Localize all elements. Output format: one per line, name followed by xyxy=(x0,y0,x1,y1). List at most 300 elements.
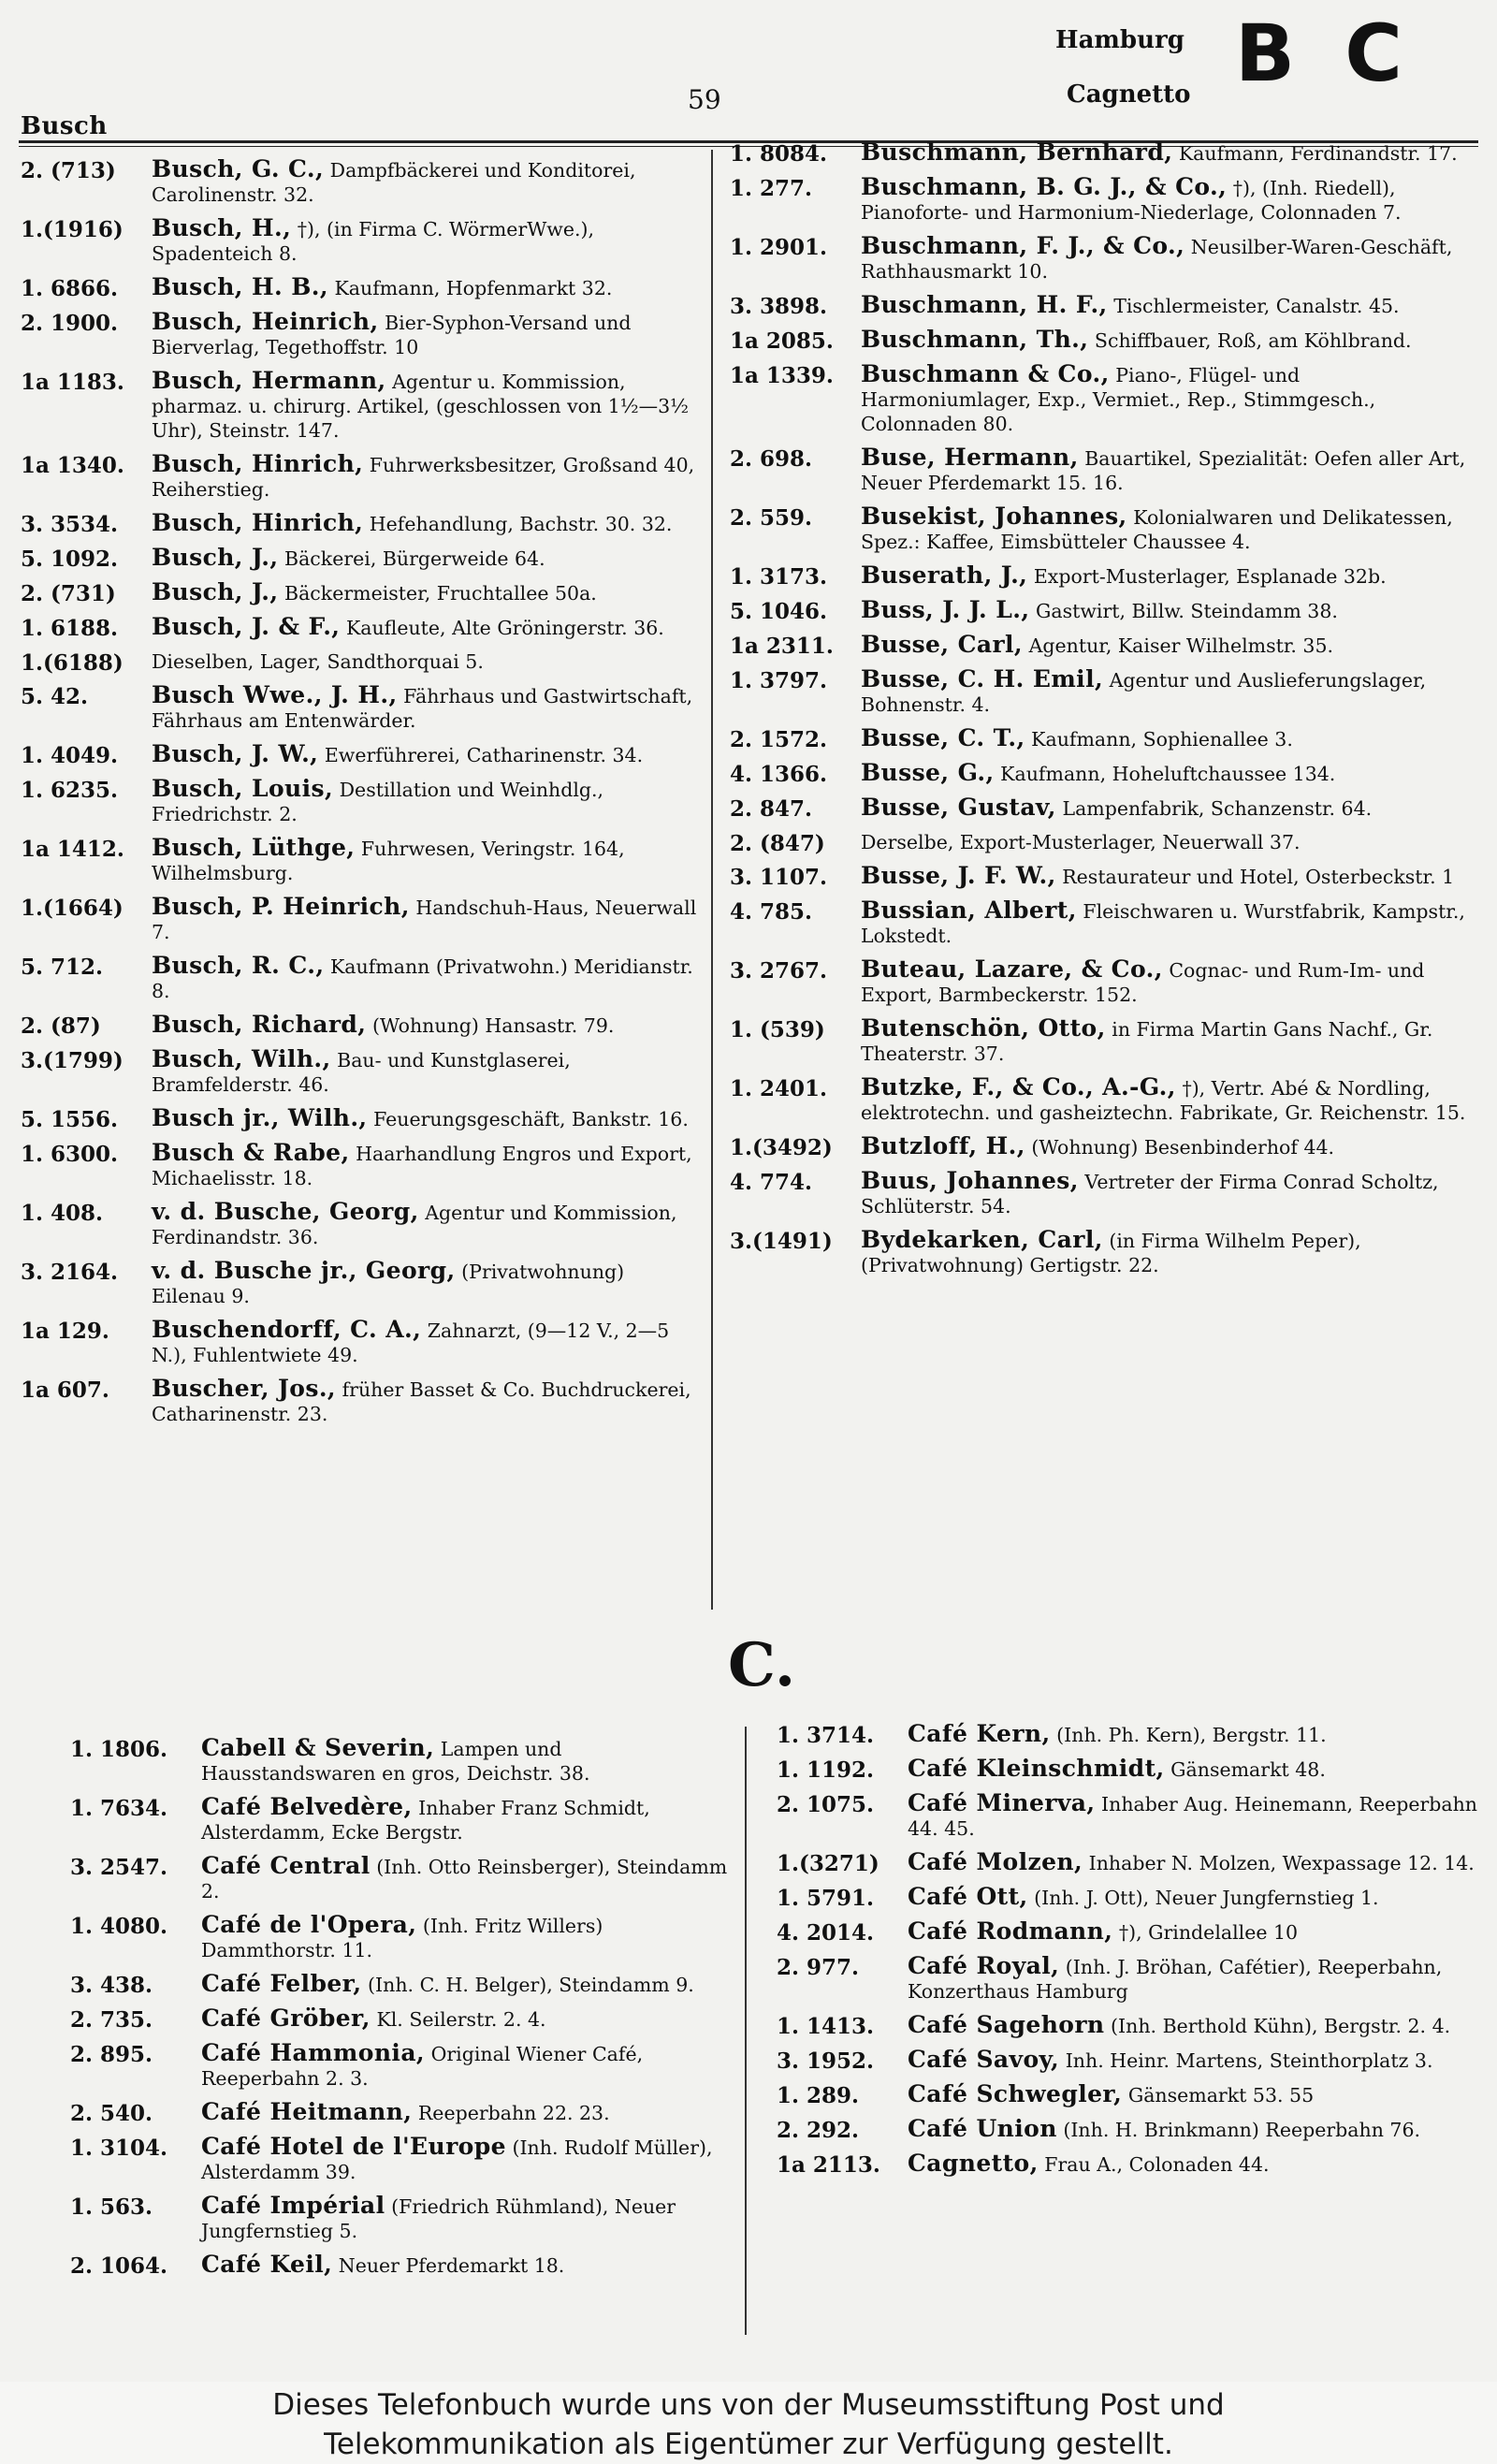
phone-number: 2. (731) xyxy=(21,581,116,606)
listing-name: Café Keil, xyxy=(201,2251,333,2278)
phone-number: 2. (713) xyxy=(21,158,116,183)
listing-name: Café Central xyxy=(201,1852,371,1879)
listing-details: Inhaber Aug. Heinemann, Reeperbahn 44. 45. xyxy=(908,1793,1478,1840)
listing-entry xyxy=(777,1722,1478,1747)
listing-details: Ewerführerei, Catharinenstr. 34. xyxy=(324,744,644,766)
phone-number: 1.(1664) xyxy=(21,896,124,921)
listing-details: Vertreter der Firma Conrad Scholtz, Schlüterstr. 54. xyxy=(861,1171,1439,1217)
phone-number: 2. 1572. xyxy=(730,727,828,752)
listing-details: (Inh. Rudolf Müller), Alsterdamm 39. xyxy=(201,2136,713,2183)
listing-entry xyxy=(730,140,1469,166)
phone-number: 1.(1916) xyxy=(21,217,124,242)
listing-entry xyxy=(21,777,702,826)
listing-details: Fährhaus und Gastwirtschaft, Fährhaus am Entenwärder. xyxy=(152,685,693,732)
listing-entry xyxy=(730,1134,1469,1159)
listing-entry xyxy=(730,598,1469,623)
listing-entry xyxy=(21,369,702,443)
listing-name: Buschmann, H. F., xyxy=(861,291,1108,318)
listing-details: Zahnarzt, (9—12 V., 2—5 N.), Fuhlentwiete 49. xyxy=(152,1319,670,1366)
listing-details: Kaufmann (Privatwohn.) Meridianstr. 8. xyxy=(152,955,693,1002)
listing-entry xyxy=(730,563,1469,589)
listing-details: Kaufmann, Ferdinandstr. 17. xyxy=(1178,142,1458,165)
listing-name: Butzke, F., & Co., A.-G., xyxy=(861,1073,1176,1101)
listing-entry xyxy=(70,1913,734,1962)
listing-entry xyxy=(730,293,1469,318)
listing-entry xyxy=(70,2100,734,2125)
phone-number: 1. 289. xyxy=(777,2083,860,2108)
phone-number: 1. 563. xyxy=(70,2194,153,2220)
phone-number: 3. 2547. xyxy=(70,1855,168,1880)
phone-number: 1. 2901. xyxy=(730,235,828,260)
listing-details: Inh. Heinr. Martens, Steinthorplatz 3. xyxy=(1065,2049,1433,2072)
listing-details: Export-Musterlager, Esplanade 32b. xyxy=(1033,565,1387,588)
listing-entry xyxy=(70,1795,734,1844)
listing-name: v. d. Busche, Georg, xyxy=(152,1198,419,1225)
listing-name: Busch & Rabe, xyxy=(152,1139,350,1166)
listing-name: Café Felber, xyxy=(201,1970,362,1997)
listing-entry xyxy=(21,275,702,300)
listing-name: Busch, H. B., xyxy=(152,273,328,300)
listing-details: Agentur und Auslieferungslager, Bohnenstr. 4. xyxy=(861,669,1427,716)
listing-entry xyxy=(70,2135,734,2184)
listing-entry xyxy=(21,452,702,502)
listing-details: Tischlermeister, Canalstr. 45. xyxy=(1113,295,1400,317)
listing-name: Café Gröber, xyxy=(201,2005,371,2032)
phone-number: 1. 1413. xyxy=(777,2014,875,2039)
phone-number: 1. 2401. xyxy=(730,1076,828,1101)
index-letters: B C xyxy=(1235,7,1414,99)
listing-name: Busse, C. T., xyxy=(861,724,1025,751)
listing-entry xyxy=(21,1200,702,1249)
listing-entry xyxy=(777,2013,1478,2038)
footer-credit xyxy=(0,2382,1497,2464)
listing-details: †), Vertr. Abé & Nordling, elektrotechn. und gasheiztechn. Fabrikate, Gr. Reichenstr. 15. xyxy=(861,1077,1466,1124)
listing-name: Buse, Hermann, xyxy=(861,444,1079,471)
column-2 xyxy=(730,140,1469,1287)
listing-name: Buschmann, B. G. J., & Co., xyxy=(861,173,1228,200)
phone-number: 3. 438. xyxy=(70,1973,153,1998)
listing-name: Busch, G. C., xyxy=(152,155,325,182)
listing-details: Kaufmann, Sophienallee 3. xyxy=(1031,728,1293,751)
phone-number: 1a 2085. xyxy=(730,328,834,354)
listing-name: Café Impérial xyxy=(201,2192,385,2219)
listing-entry xyxy=(70,1854,734,1903)
listing-name: Busch Wwe., J. H., xyxy=(152,681,398,708)
phone-number: 2. 977. xyxy=(777,1955,860,1980)
phone-number: 5. 1046. xyxy=(730,599,828,624)
listing-entry xyxy=(777,2048,1478,2073)
listing-details: Neusilber-Waren-Geschäft, Rathhausmarkt 10. xyxy=(861,236,1453,283)
listing-details: (Wohnung) Hansastr. 79. xyxy=(371,1014,615,1037)
listing-entry xyxy=(70,1736,734,1786)
phone-number: 2. 847. xyxy=(730,796,813,822)
phone-number: 1a 1412. xyxy=(21,837,124,862)
listing-entry xyxy=(730,957,1469,1007)
phone-number: 1a 607. xyxy=(21,1378,109,1403)
listing-entry xyxy=(21,1047,702,1097)
listing-details: Gänsemarkt 53. 55 xyxy=(1127,2084,1315,2107)
listing-name: Busse, Gustav, xyxy=(861,794,1056,821)
section-heading-c: C. xyxy=(728,1630,796,1700)
listing-entry xyxy=(730,761,1469,786)
listing-entry xyxy=(777,2151,1478,2177)
listing-name: Buus, Johannes, xyxy=(861,1167,1079,1194)
listing-name: Butenschön, Otto, xyxy=(861,1014,1106,1042)
listing-entry xyxy=(730,864,1469,889)
listing-entry xyxy=(21,1013,702,1038)
listing-details: (Inh. Berthold Kühn), Bergstr. 2. 4. xyxy=(1111,2015,1451,2037)
phone-number: 1. 3173. xyxy=(730,564,828,590)
listing-name: Busse, J. F. W., xyxy=(861,862,1056,889)
listing-details: (Wohnung) Besenbinderhof 44. xyxy=(1031,1136,1335,1159)
listing-details: Dieselben, Lager, Sandthorquai 5. xyxy=(152,650,484,673)
phone-number: 3. 3898. xyxy=(730,294,828,319)
listing-details: Handschuh-Haus, Neuerwall 7. xyxy=(152,897,697,943)
listing-details: Original Wiener Café, Reeperbahn 2. 3. xyxy=(201,2043,644,2090)
listing-name: Busekist, Johannes, xyxy=(861,503,1127,530)
listing-entry xyxy=(777,1954,1478,2004)
listing-entry xyxy=(730,1228,1469,1277)
listing-details: Bäckermeister, Fruchtallee 50a. xyxy=(284,582,597,605)
listing-entry xyxy=(21,216,702,266)
listing-name: Busch, Richard, xyxy=(152,1011,367,1038)
listing-name: Café Ott, xyxy=(908,1883,1028,1910)
listing-details: Kaufmann, Hopfenmarkt 32. xyxy=(334,277,613,299)
listing-name: Busse, G., xyxy=(861,759,995,786)
phone-number: 2. 735. xyxy=(70,2007,153,2033)
listing-entry xyxy=(21,1377,702,1426)
listing-details: Reeperbahn 22. 23. xyxy=(417,2102,610,2124)
listing-name: Busch, Wilh., xyxy=(152,1045,331,1072)
listing-details: †), (Inh. Riedell), Pianoforte- und Harmonium-Niederlage, Colonnaden 7. xyxy=(861,177,1402,224)
listing-entry xyxy=(70,2041,734,2091)
listing-details: (Inh. H. Brinkmann) Reeperbahn 76. xyxy=(1063,2119,1421,2141)
listing-details: Gastwirt, Billw. Steindamm 38. xyxy=(1035,600,1338,622)
page-number: 59 xyxy=(688,84,721,115)
listing-name: Café Union xyxy=(908,2115,1057,2142)
listing-details: Fuhrwerksbesitzer, Großsand 40, Reiherstieg. xyxy=(152,454,695,501)
phone-number: 5. 1556. xyxy=(21,1107,119,1132)
listing-details: Bäckerei, Bürgerweide 64. xyxy=(284,547,545,570)
phone-number: 3. 2164. xyxy=(21,1260,119,1285)
phone-number: 1. 6235. xyxy=(21,778,119,803)
listing-entry xyxy=(730,234,1469,284)
listing-details: Derselbe, Export-Musterlager, Neuerwall 37. xyxy=(861,831,1301,853)
listing-name: Butzloff, H., xyxy=(861,1132,1025,1159)
listing-entry xyxy=(21,742,702,767)
listing-entry xyxy=(730,445,1469,495)
listing-name: Café Minerva, xyxy=(908,1789,1096,1816)
listing-details: Restaurateur und Hotel, Osterbeckstr. 1 xyxy=(1062,866,1455,888)
listing-details: Destillation und Weinhdlg., Friedrichstr. 2. xyxy=(152,779,604,825)
phone-number: 1. 3797. xyxy=(730,668,828,693)
phone-number: 1. 6188. xyxy=(21,616,119,641)
listing-entry xyxy=(21,1318,702,1367)
listing-details: Dampfbäckerei und Konditorei, Carolinenstr. 32. xyxy=(152,159,636,206)
listing-details: in Firma Martin Gans Nachf., Gr. Theaterstr. 37. xyxy=(861,1018,1433,1065)
phone-number: 1. 4080. xyxy=(70,1914,168,1939)
phone-number: 1. 3104. xyxy=(70,2136,168,2161)
listing-name: Buscher, Jos., xyxy=(152,1375,337,1402)
phone-number: 4. 774. xyxy=(730,1170,813,1195)
listing-details: (Friedrich Rühmland), Neuer Jungfernstieg 5. xyxy=(201,2195,676,2242)
listing-entry xyxy=(777,1850,1478,1875)
phone-number: 1. 5791. xyxy=(777,1886,875,1911)
listing-details: Cognac- und Rum-Im- und Export, Barmbeckerstr. 152. xyxy=(861,959,1425,1006)
listing-name: Bussian, Albert, xyxy=(861,897,1077,924)
listing-details: Kl. Seilerstr. 2. 4. xyxy=(376,2008,546,2031)
listing-details: Neuer Pferdemarkt 18. xyxy=(338,2254,565,2277)
phone-number: 1. 7634. xyxy=(70,1796,168,1821)
listing-details: früher Basset & Co. Buchdruckerei, Catharinenstr. 23. xyxy=(152,1378,691,1425)
listing-name: Buschendorff, C. A., xyxy=(152,1316,422,1343)
phone-number: 1. 277. xyxy=(730,176,813,201)
listing-details: Haarhandlung Engros und Export, Michaelisstr. 18. xyxy=(152,1143,692,1189)
phone-number: 5. 1092. xyxy=(21,547,119,572)
phone-number: 4. 2014. xyxy=(777,1920,875,1946)
footer-line-1: Dieses Telefonbuch wurde uns von der Museumsstiftung Post und xyxy=(272,2388,1225,2422)
phone-number: 3. 3534. xyxy=(21,512,119,537)
listing-details: Inhaber N. Molzen, Wexpassage 12. 14. xyxy=(1088,1852,1475,1874)
listing-details: Agentur, Kaiser Wilhelmstr. 35. xyxy=(1028,634,1334,657)
listing-name: Busch, P. Heinrich, xyxy=(152,893,410,920)
phone-number: 1.(6188) xyxy=(21,650,124,676)
listing-name: Busch jr., Wilh., xyxy=(152,1104,368,1131)
column-4 xyxy=(777,1722,1478,2186)
listing-entry xyxy=(21,1106,702,1131)
listing-entry xyxy=(730,795,1469,821)
phone-number: 1. 1806. xyxy=(70,1737,168,1762)
phone-number: 2. 895. xyxy=(70,2042,153,2067)
listing-name: Busch, J. & F., xyxy=(152,613,341,640)
listing-name: Busch, Lüthge, xyxy=(152,834,356,861)
listing-name: Busch, Louis, xyxy=(152,775,334,802)
listing-name: Café Rodmann, xyxy=(908,1917,1113,1945)
phone-number: 2. 292. xyxy=(777,2118,860,2143)
listing-details: †), (in Firma C. WörmerWwe.), Spadenteich 8. xyxy=(152,218,595,265)
listing-details: (Inh. Ph. Kern), Bergstr. 11. xyxy=(1056,1724,1327,1746)
phone-number: 3. 1952. xyxy=(777,2048,875,2074)
listing-entry xyxy=(777,1791,1478,1841)
listing-entry xyxy=(70,1972,734,1997)
phone-number: 3. 1107. xyxy=(730,865,828,890)
listing-name: Busch, J., xyxy=(152,544,279,571)
listing-name: Buteau, Lazare, & Co., xyxy=(861,955,1163,983)
listing-details: Gänsemarkt 48. xyxy=(1170,1758,1326,1781)
listing-details: Bau- und Kunstglaserei, Bramfelderstr. 46. xyxy=(152,1049,571,1096)
listing-name: Busch, J., xyxy=(152,578,279,605)
listing-name: Buserath, J., xyxy=(861,561,1028,589)
listing-name: Busch, Hermann, xyxy=(152,367,386,394)
phone-number: 2. 1064. xyxy=(70,2253,168,2279)
listing-details: Kaufmann, Hoheluftchaussee 134. xyxy=(1000,763,1336,785)
listing-name: Café Schwegler, xyxy=(908,2080,1123,2107)
phone-number: 1. 3714. xyxy=(777,1723,875,1748)
phone-number: 2. (847) xyxy=(730,831,825,856)
listing-entry xyxy=(21,580,702,605)
column-3 xyxy=(70,1736,734,2287)
listing-entry xyxy=(21,1141,702,1190)
phone-number: 5. 712. xyxy=(21,955,104,980)
listing-entry xyxy=(777,1757,1478,1782)
listing-details: Kaufleute, Alte Gröningerstr. 36. xyxy=(345,617,664,639)
phone-number: 1. 6300. xyxy=(21,1142,119,1167)
listing-entry xyxy=(21,954,702,1003)
listing-name: Cagnetto, xyxy=(908,2150,1039,2177)
listing-name: Café Belvedère, xyxy=(201,1793,413,1820)
listing-name: Café Hotel de l'Europe xyxy=(201,2133,506,2160)
listing-details: Kolonialwaren und Delikatessen, Spez.: Kaffee, Eimsbütteler Chaussee 4. xyxy=(861,506,1453,553)
listing-name: Buss, J. J. L., xyxy=(861,596,1030,623)
listing-details: †), Grindelallee 10 xyxy=(1118,1921,1299,1944)
listing-details: Piano-, Flügel- und Harmoniumlager, Exp., Vermiet., Rep., Stimmgesch., Colonnaden 80. xyxy=(861,364,1376,435)
listing-entry xyxy=(777,2082,1478,2107)
listing-details: Feuerungsgeschäft, Bankstr. 16. xyxy=(373,1108,689,1130)
listing-entry xyxy=(730,1075,1469,1125)
listing-details: Inhaber Franz Schmidt, Alsterdamm, Ecke Bergstr. xyxy=(201,1797,650,1844)
listing-entry xyxy=(21,683,702,733)
listing-name: Busse, Carl, xyxy=(861,631,1024,658)
listing-name: v. d. Busche jr., Georg, xyxy=(152,1257,456,1284)
listing-name: Cabell & Severin, xyxy=(201,1734,435,1761)
listing-name: Café Kleinschmidt, xyxy=(908,1755,1165,1782)
running-head-city: Hamburg xyxy=(1055,26,1185,54)
listing-entry xyxy=(777,2117,1478,2142)
phone-number: 1a 2311. xyxy=(730,634,834,659)
phone-number: 3. 2767. xyxy=(730,958,828,984)
listing-name: Café Heitmann, xyxy=(201,2098,413,2125)
listing-name: Café Molzen, xyxy=(908,1848,1083,1875)
listing-details: (Inh. C. H. Belger), Steindamm 9. xyxy=(368,1974,694,1996)
phone-number: 1. 1192. xyxy=(777,1757,875,1783)
listing-details: Bier-Syphon-Versand und Bierverlag, Tegethoffstr. 10 xyxy=(152,312,632,358)
listing-name: Busch, J. W., xyxy=(152,740,319,767)
phone-number: 2. (87) xyxy=(21,1013,101,1039)
phone-number: 1. 8084. xyxy=(730,141,828,167)
phone-number: 2. 559. xyxy=(730,505,813,531)
phone-number: 1. (539) xyxy=(730,1017,825,1042)
listing-entry xyxy=(730,504,1469,554)
running-head-range: Cagnetto xyxy=(1067,80,1191,109)
listing-name: Busse, C. H. Emil, xyxy=(861,665,1104,693)
listing-entry xyxy=(21,649,702,674)
listing-entry xyxy=(730,175,1469,225)
phone-number: 1. 408. xyxy=(21,1201,104,1226)
listing-details: Fuhrwesen, Veringstr. 164, Wilhelmsburg. xyxy=(152,838,625,884)
column-1 xyxy=(21,157,702,1436)
footer-line-2: Telekommunikation als Eigentümer zur Verfügung gestellt. xyxy=(324,2428,1173,2461)
listing-name: Busch, R. C., xyxy=(152,952,325,979)
listing-entry xyxy=(21,615,702,640)
listing-entry xyxy=(730,1016,1469,1066)
column-divider-top xyxy=(711,150,713,1610)
listing-details: Frau A., Colonaden 44. xyxy=(1044,2153,1270,2176)
phone-number: 2. 1075. xyxy=(777,1792,875,1817)
phone-number: 4. 1366. xyxy=(730,762,828,787)
listing-details: Hefehandlung, Bachstr. 30. 32. xyxy=(369,513,673,535)
phone-number: 3.(1799) xyxy=(21,1048,124,1073)
phone-number: 2. 540. xyxy=(70,2101,153,2126)
phone-number: 1a 1339. xyxy=(730,363,834,388)
listing-entry xyxy=(70,2006,734,2032)
listing-details: Lampen und Hausstandswaren en gros, Deichstr. 38. xyxy=(201,1738,590,1785)
phone-number: 5. 42. xyxy=(21,684,89,709)
listing-entry xyxy=(730,898,1469,948)
phone-number: 3.(1491) xyxy=(730,1229,833,1254)
listing-details: (Privatwohnung) Eilenau 9. xyxy=(152,1261,625,1307)
listing-details: Agentur und Kommission, Ferdinandstr. 36. xyxy=(152,1202,677,1248)
listing-entry xyxy=(21,1259,702,1308)
listing-name: Café de l'Opera, xyxy=(201,1911,417,1938)
listing-name: Buschmann, Bernhard, xyxy=(861,139,1173,166)
listing-details: Schiffbauer, Roß, am Köhlbrand. xyxy=(1094,329,1412,352)
listing-entry xyxy=(777,1919,1478,1945)
listing-entry xyxy=(730,328,1469,353)
listing-entry xyxy=(21,895,702,944)
listing-name: Buschmann & Co., xyxy=(861,360,1110,387)
listing-name: Buschmann, F. J., & Co., xyxy=(861,232,1185,259)
listing-entry xyxy=(730,667,1469,717)
listing-name: Café Kern, xyxy=(908,1720,1051,1747)
listing-name: Buschmann, Th., xyxy=(861,326,1089,353)
listing-name: Busch, Heinrich, xyxy=(152,308,379,335)
listing-details: Agentur u. Kommission, pharmaz. u. chirurg. Artikel, (geschlossen von 1½—3½ Uhr), Steinstr. 147. xyxy=(152,371,690,442)
listing-details: Fleischwaren u. Wurstfabrik, Kampstr., Lokstedt. xyxy=(861,900,1465,947)
phone-number: 1. 6866. xyxy=(21,276,119,301)
listing-name: Busch, Hinrich, xyxy=(152,509,364,536)
listing-name: Busch, Hinrich, xyxy=(152,450,364,477)
listing-entry xyxy=(730,633,1469,658)
listing-name: Café Hammonia, xyxy=(201,2039,426,2066)
phone-number: 1. 4049. xyxy=(21,743,119,768)
listing-details: Lampenfabrik, Schanzenstr. 64. xyxy=(1062,797,1373,820)
listing-name: Bydekarken, Carl, xyxy=(861,1226,1103,1253)
column-divider-bottom xyxy=(745,1727,747,2335)
phone-number: 4. 785. xyxy=(730,899,813,925)
listing-name: Café Savoy, xyxy=(908,2046,1060,2073)
listing-entry xyxy=(70,2253,734,2278)
listing-entry xyxy=(70,2194,734,2243)
listing-name: Café Royal, xyxy=(908,1952,1060,1979)
phone-number: 1a 1340. xyxy=(21,453,124,478)
listing-entry xyxy=(730,362,1469,436)
phone-number: 2. 1900. xyxy=(21,311,119,336)
phone-number: 1.(3271) xyxy=(777,1851,879,1876)
listing-details: (Inh. J. Ott), Neuer Jungfernstieg 1. xyxy=(1034,1887,1379,1909)
running-head-left: Busch xyxy=(21,112,108,140)
listing-entry xyxy=(730,830,1469,854)
phone-number: 2. 698. xyxy=(730,446,813,472)
phone-number: 1a 129. xyxy=(21,1319,109,1344)
listing-details: (Inh. Otto Reinsberger), Steindamm 2. xyxy=(201,1856,728,1903)
phone-number: 1.(3492) xyxy=(730,1135,833,1160)
listing-details: (Inh. J. Bröhan, Cafétier), Reeperbahn, Konzerthaus Hamburg xyxy=(908,1956,1443,2003)
listing-details: (in Firma Wilhelm Peper), (Privatwohnung) Gertigstr. 22. xyxy=(861,1230,1361,1276)
listing-name: Café Sagehorn xyxy=(908,2011,1105,2038)
listing-entry xyxy=(21,546,702,571)
listing-details: (Inh. Fritz Willers) Dammthorstr. 11. xyxy=(201,1915,603,1961)
listing-entry xyxy=(21,511,702,536)
listing-details: Bauartikel, Spezialität: Oefen aller Art, Neuer Pferdemarkt 15. 16. xyxy=(861,447,1466,494)
listing-entry xyxy=(730,726,1469,751)
listing-entry xyxy=(21,310,702,359)
phone-number: 1a 1183. xyxy=(21,370,124,395)
listing-entry xyxy=(777,1885,1478,1910)
listing-entry xyxy=(21,157,702,207)
phone-number: 1a 2113. xyxy=(777,2152,880,2178)
listing-name: Busch, H., xyxy=(152,214,292,241)
listing-entry xyxy=(21,836,702,885)
